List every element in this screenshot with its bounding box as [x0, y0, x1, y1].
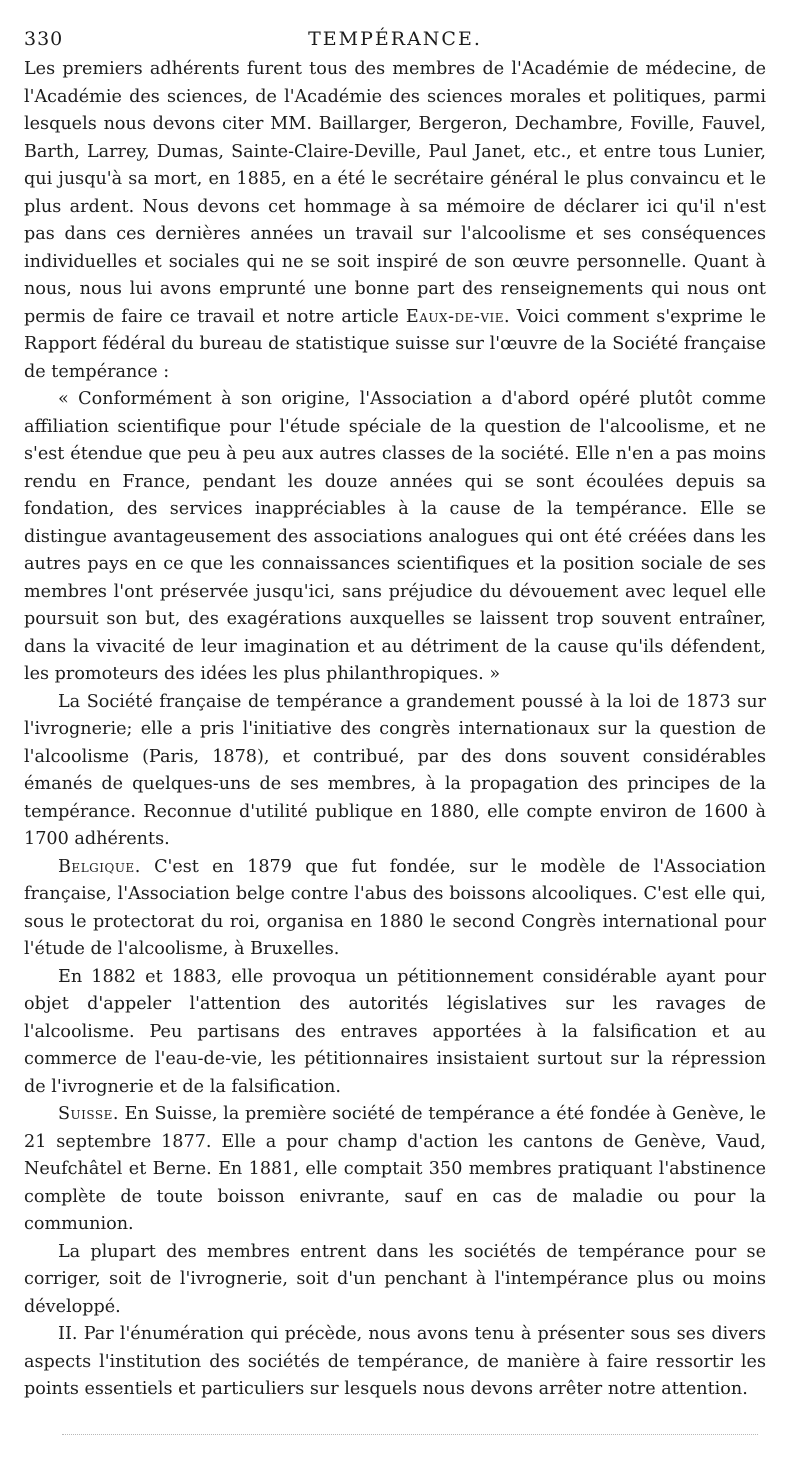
paragraph-members-text: Les premiers adhérents furent tous des membres de l'Académie de médecine, de l'Académie des sciences, de l'Académie des sciences morales et politiques, parmi lesquels nous devons citer MM. Baillarger, Bergeron, Dechambre, Foville, Fauvel, Barth, Larrey, Dumas, Sainte-Claire-Deville, Paul Janet, etc., et entre tous Lunier, qui jusqu'à sa mort, en 1885, en a été le secrétaire général le plus convaincu et le plus ardent. Nous devons cet hommage à sa mémoire de déclarer ici qu'il n'est pas dans ces dernières années un travail sur l'alcoolisme et ses conséquences individuelles et sociales qui ne se soit inspiré de son œuvre personnelle. Quant à nous, nous lui avons emprunté une bonne part des renseignements qui nous ont permis de faire ce travail et notre article [24, 59, 766, 327]
paragraph-belgique [24, 854, 766, 964]
running-title: TEMPÉRANCE. [308, 28, 482, 50]
paragraph-suisse-text: En Suisse, la première société de tempérance a été fondée à Genève, le 21 septembre 1877. Elle a pour champ d'action les cantons de Genève, Vaud, Neufchâtel et Berne. En 1881, elle comptait 350 membres pratiquant l'abstinence complète de toute boisson enivrante, sauf en cas de maladie ou pour la communion. [24, 1104, 766, 1234]
paragraph-members-correction: La plupart des membres entrent dans les sociétés de tempérance pour se corriger, soit de l'ivrognerie, soit d'un penchant à l'intempérance plus ou moins développé. [24, 1241, 766, 1317]
article-reference: Eaux-de-vie [405, 306, 505, 327]
paragraph-petition: En 1882 et 1883, elle provoqua un pétitionnement considérable ayant pour objet d'appeler l'attention des autorités législatives sur les ravages de l'alcoolisme. Peu partisans des entraves apportées à la falsification et au commerce de l'eau-de-vie, les pétitionnaires insistaient surtout sur la répression de l'ivrognerie et de la falsification. [24, 966, 766, 1097]
section-label-suisse: Suisse. [58, 1104, 119, 1124]
paragraph-belgique-text: C'est en 1879 que fut fondée, sur le modèle de l'Association française, l'Association belge contre l'abus des boissons alcooliques. C'est elle qui, sous le protectorat du roi, organisa en 1880 le second Congrès international pour l'étude de l'alcoolisme, à Bruxelles. [24, 856, 766, 959]
paragraph-french-society: La Société française de tempérance a grandement poussé à la loi de 1873 sur l'ivrognerie; elle a pris l'initiative des congrès internationaux sur la question de l'alcoolisme (Paris, 1878), et contribué, par des dons souvent considérables émanés de quelques-uns de ses membres, à la propagation des principes de la tempérance. Reconnue d'utilité publique en 1880, elle compte environ de 1600 à 1700 adhérents. [24, 691, 766, 849]
section-label-belgique: Belgique. [58, 856, 141, 877]
paragraph-members [24, 56, 766, 386]
page-number: 330 [24, 28, 64, 50]
paragraph-suisse [24, 1101, 766, 1239]
running-head [24, 24, 766, 56]
book-page [24, 24, 766, 1404]
paragraph-members-end: . Voici comment s'exprime le Rapport fédéral du bureau de statistique suisse sur l'œuvre de la Société française de tempérance : [24, 306, 767, 382]
paragraph-section-two: II. Par l'énumération qui précède, nous avons tenu à présenter sous ses divers aspects l'institution des sociétés de tempérance, de manière à faire ressortir les points essentiels et particuliers sur lesquels nous devons arrêter notre attention. [24, 1324, 766, 1399]
federal-report-quote: « Conformément à son origine, l'Association a d'abord opéré plutôt comme affiliation scientifique pour l'étude spéciale de la question de l'alcoolisme, et ne s'est étendue que peu à peu aux autres classes de la société. Elle n'en a pas moins rendu en France, pendant les douze années qui se sont écoulées depuis sa fondation, des services inappréciables à la cause de la tempérance. Elle se distingue avantageusement des associations analogues qui ont été créées dans les autres pays en ce que les connaissances scientifiques et la position sociale de ses membres l'ont préservée jusqu'ici, sans préjudice du dévouement avec lequel elle poursuit son but, des exagérations auxquelles se laissent trop souvent entraîner, dans la vivacité de leur imagination et au détriment de la cause qu'ils défendent, les promoteurs des idées les plus philanthropiques. » [24, 389, 766, 684]
body-text [24, 56, 766, 1404]
bottom-dotted-rule [62, 1434, 758, 1435]
